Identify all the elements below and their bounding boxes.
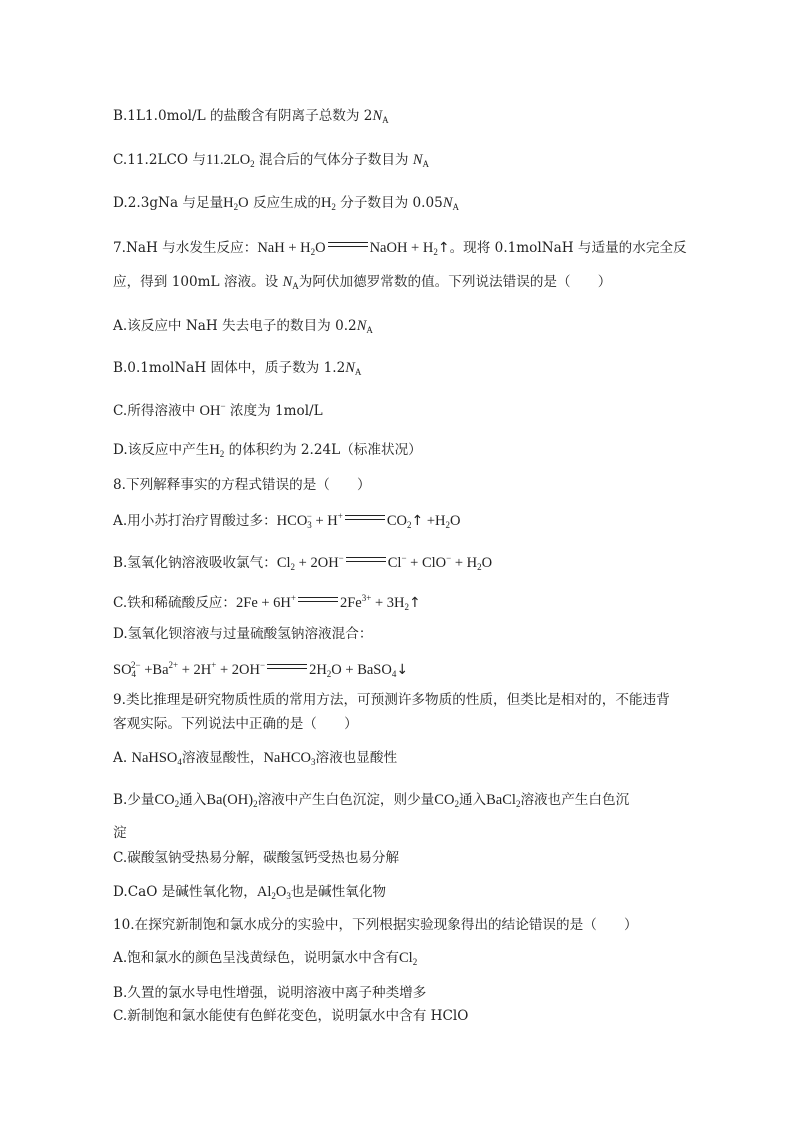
text-run — [450, 240, 687, 256]
formula-text: CO — [154, 792, 175, 808]
text-run — [224, 442, 421, 458]
text-line-q8b — [113, 553, 492, 573]
formula-text: BaCl — [486, 792, 516, 808]
text-run — [226, 403, 323, 419]
formula-text: + H — [311, 513, 338, 529]
text-line-q7a — [113, 316, 373, 336]
text: B.久置的氯水导电性增强，说明溶液中离子种类增多 — [113, 985, 427, 1001]
text-run — [113, 884, 257, 900]
formula — [257, 240, 315, 256]
text-run — [113, 108, 372, 124]
equals-sign — [328, 240, 368, 250]
text-line-q7b — [113, 272, 611, 292]
formula — [372, 108, 388, 124]
text-run — [299, 274, 612, 290]
formula — [331, 662, 396, 678]
formula-text: H — [223, 195, 234, 211]
formula — [443, 195, 459, 211]
text-run — [255, 152, 413, 168]
formula-text: OH — [199, 403, 221, 419]
text: 9.类比推理是研究物质性质的常用方法，可预测许多物质的性质，但类比是相对的，不能违背 — [113, 692, 670, 708]
formula-text: + 2OH — [295, 555, 339, 571]
text: 溶液也产生白色沉 — [520, 792, 630, 808]
formula — [257, 884, 276, 900]
formula-text: N — [356, 318, 367, 334]
text-line-q6c — [113, 150, 429, 170]
formula-text: N — [282, 274, 293, 290]
formula-text: + 2OH — [216, 662, 260, 678]
subscript: 3 — [307, 520, 312, 530]
text: 应，得到 100mL 溶液。设 — [113, 274, 283, 290]
superscript: − — [401, 553, 407, 563]
formula-text: O — [481, 555, 493, 571]
formula — [206, 152, 255, 168]
text-run — [258, 792, 435, 808]
text-line-q9bb — [113, 790, 629, 810]
text-run — [520, 792, 629, 808]
formula — [283, 274, 299, 290]
subscript: 2 — [250, 159, 255, 169]
formula-text: H — [320, 195, 332, 211]
formula — [209, 442, 224, 458]
text: B.氢氧化钠溶液吸收氯气： — [113, 555, 277, 571]
text: 反应生成的 — [248, 195, 321, 211]
text: 的体积约为 2.24L（标准状况） — [224, 442, 422, 458]
subscript: 2 — [477, 562, 482, 572]
text-run — [459, 792, 486, 808]
formula-text: Cl — [276, 555, 291, 571]
gas-arrow-icon: ↑ — [437, 240, 450, 256]
subscript: 2 — [219, 449, 225, 459]
text: B.少量 — [113, 792, 155, 808]
subscript: 2 — [407, 520, 412, 530]
text: 8.下列解释事实的方程式错误的是（ ） — [113, 477, 371, 493]
formula-text: + ClO — [406, 555, 447, 571]
formula — [450, 513, 460, 529]
superscript: − — [446, 553, 452, 563]
formula — [113, 662, 141, 678]
formula — [223, 195, 238, 211]
text-run — [113, 477, 371, 493]
text: 。现将 0.1molNaH 与适量的水完全反 — [449, 240, 687, 256]
formula — [131, 750, 181, 766]
superscript: − — [306, 511, 312, 521]
text-line-q10 — [113, 915, 638, 935]
subscript: A — [382, 115, 389, 125]
text-line-q7 — [113, 238, 687, 258]
subscript: 2 — [445, 520, 451, 530]
superscript: − — [259, 660, 266, 670]
formula — [276, 884, 291, 900]
text: 10.在探究新制饱和氯水成分的实验中，下列根据实验现象得出的结论错误的是（ ） — [113, 917, 638, 933]
text: D.2.3gNa 与足量 — [113, 195, 224, 211]
formula — [277, 555, 295, 571]
formula-text: SO — [113, 662, 132, 678]
subscript: 2 — [454, 799, 459, 809]
text-line-q8d — [113, 624, 372, 644]
formula-text: N — [345, 360, 355, 376]
superscript: − — [220, 401, 226, 411]
text: 客观实际。下列说法中正确的是（ ） — [113, 716, 358, 732]
formula — [312, 513, 343, 529]
text: 为阿伏加德罗常数的值。下列说法错误的是（ ） — [298, 274, 612, 290]
text-line-q8c — [113, 593, 421, 613]
text: A.用小苏打治疗胃酸过多： — [113, 513, 277, 529]
text-line-q9c — [113, 848, 399, 868]
subscript: 2 — [233, 202, 239, 212]
formula-text: +Ba — [140, 662, 169, 678]
subscript: 3 — [286, 891, 291, 901]
formula-text: 2Fe — [339, 595, 362, 611]
subscript: A — [452, 202, 459, 212]
subscript: 2 — [253, 799, 258, 809]
text-run — [315, 750, 397, 766]
formula — [155, 792, 180, 808]
precipitate-arrow-icon: ↓ — [396, 662, 409, 678]
text-run — [113, 403, 200, 419]
text: D.氢氧化钡溶液与过量硫酸氢钠溶液混合： — [113, 626, 373, 642]
formula — [238, 195, 248, 211]
text-run — [291, 884, 386, 900]
text-line-q7d — [113, 440, 422, 460]
formula-text: + 2H — [178, 662, 212, 678]
text-line-q10c — [113, 1006, 468, 1026]
subscript: 2 — [433, 247, 438, 257]
superscript: + — [290, 593, 296, 603]
text-run — [113, 850, 399, 866]
gas-arrow-icon: ↑ — [408, 595, 421, 611]
text: 溶液中产生白色沉淀，则少量 — [257, 792, 435, 808]
text-run — [113, 716, 358, 732]
subscript: 4 — [131, 669, 137, 679]
text-line-q9bc — [113, 823, 127, 843]
text: D.CaO 是碱性氧化物， — [113, 884, 257, 900]
formula-text: NaOH + H — [369, 240, 434, 256]
formula — [206, 792, 257, 808]
superscript: − — [338, 553, 344, 563]
formula-text: +H — [423, 513, 446, 529]
formula — [357, 318, 373, 334]
text-line-q8 — [113, 475, 371, 495]
formula-text: NaH + H — [257, 240, 311, 256]
superscript: + — [211, 660, 217, 670]
text-run — [113, 626, 372, 642]
text: A.饱和氯水的颜色呈浅黄绿色，说明氯水中含有 — [113, 950, 400, 966]
text-run — [113, 318, 357, 334]
subscript: 2 — [412, 957, 418, 967]
text-run — [113, 950, 399, 966]
text-run — [179, 792, 206, 808]
text: 7.NaH 与水发生反应： — [113, 240, 258, 256]
text: 通入 — [458, 792, 487, 808]
formula-text: NaHCO — [263, 750, 311, 766]
subscript: 2 — [174, 799, 180, 809]
formula — [407, 555, 452, 571]
formula-text: H — [209, 442, 220, 458]
subscript: A — [422, 159, 430, 169]
formula — [345, 360, 361, 376]
formula-text: O — [238, 195, 249, 211]
formula-text: O — [315, 240, 326, 256]
text-line-q9d — [113, 882, 386, 902]
equals-sign — [267, 662, 307, 672]
subscript: 2 — [331, 202, 336, 212]
formula — [263, 750, 315, 766]
formula-text: O — [450, 513, 461, 529]
formula-text: O + BaSO — [331, 662, 392, 678]
text-run — [113, 792, 155, 808]
text: 浓度为 1mol/L — [225, 403, 323, 419]
text: C.所得溶液中 — [113, 403, 200, 419]
formula — [295, 555, 344, 571]
formula-text: HCO — [276, 513, 308, 529]
formula-text: N — [442, 195, 453, 211]
formula — [371, 595, 409, 611]
superscript: + — [337, 511, 343, 521]
formula — [370, 240, 438, 256]
text-line-q7bb — [113, 358, 361, 378]
formula — [178, 662, 216, 678]
text-line-q6d — [113, 193, 459, 213]
formula — [486, 792, 520, 808]
text-run — [113, 750, 131, 766]
text-line-q9a — [113, 748, 397, 768]
formula — [388, 555, 407, 571]
text-run — [113, 152, 206, 168]
formula — [309, 662, 331, 678]
formula-text: Cl — [399, 950, 413, 966]
subscript: A — [366, 325, 373, 335]
formula — [423, 513, 450, 529]
formula-text: NaHSO — [131, 750, 178, 766]
subscript: 2 — [271, 891, 276, 901]
formula — [321, 195, 336, 211]
formula — [413, 152, 429, 168]
text: A. — [113, 750, 132, 766]
text-run — [113, 692, 670, 708]
text-run — [113, 360, 345, 376]
text: C.11.2LCO 与 — [113, 152, 206, 168]
subscript: 2 — [310, 247, 316, 257]
text-run — [113, 195, 223, 211]
text: C.新制饱和氯水能使有色鲜花变色，说明氯水中含有 HClO — [113, 1008, 469, 1024]
formula-text: CO — [434, 792, 455, 808]
formula — [399, 950, 417, 966]
formula-text: 2H — [309, 662, 327, 678]
formula — [315, 240, 325, 256]
formula — [451, 555, 481, 571]
text: 溶液显酸性， — [181, 750, 264, 766]
text-line-q9b — [113, 714, 358, 734]
text-line-q9 — [113, 690, 670, 710]
text-run — [249, 195, 321, 211]
formula — [200, 403, 226, 419]
formula-text: Ba(OH) — [206, 792, 254, 808]
text: 分子数目为 0.05 — [335, 195, 443, 211]
text-line-q8d2 — [113, 660, 408, 680]
formula-text: Al — [256, 884, 272, 900]
text-line-q6b — [113, 106, 389, 126]
text-run — [113, 595, 236, 611]
subscript: 3 — [310, 757, 316, 767]
text-run — [113, 274, 283, 290]
text: C.碳酸氢钠受热易分解，碳酸氢钙受热也易分解 — [113, 850, 400, 866]
text: 也是碱性氧化物 — [290, 884, 387, 900]
subscript: 2 — [326, 669, 332, 679]
text: C.铁和稀硫酸反应： — [113, 595, 236, 611]
formula-text: + H — [451, 555, 478, 571]
formula-text: 11.2LO — [206, 152, 251, 168]
subscript: A — [292, 281, 299, 291]
text-run — [336, 195, 443, 211]
equals-sign — [345, 513, 385, 523]
subscript: 2 — [404, 602, 409, 612]
text-run — [182, 750, 264, 766]
text: 混合后的气体分子数目为 — [254, 152, 413, 168]
formula-text: N — [372, 108, 383, 124]
formula-text: + 3H — [371, 595, 405, 611]
text-line-q10b — [113, 983, 426, 1003]
formula — [216, 662, 265, 678]
formula — [434, 792, 459, 808]
text-run — [113, 985, 426, 1001]
equals-sign — [298, 595, 338, 605]
formula-text: CO — [386, 513, 408, 529]
gas-arrow-icon: ↑ — [411, 513, 424, 529]
formula — [236, 595, 296, 611]
formula — [387, 513, 412, 529]
text-run — [113, 513, 277, 529]
text-run — [113, 555, 277, 571]
superscript: 2− — [131, 660, 141, 670]
subscript: 2 — [290, 562, 296, 572]
text: 通入 — [179, 792, 207, 808]
text: 溶液也显酸性 — [315, 750, 398, 766]
text-line-q8a — [113, 511, 461, 531]
text: A.该反应中 NaH 失去电子的数目为 0.2 — [113, 318, 357, 334]
text-run — [113, 240, 257, 256]
superscript: 2+ — [168, 660, 179, 670]
text-run — [113, 917, 638, 933]
formula-text: Cl — [387, 555, 402, 571]
subscript: 2 — [515, 799, 521, 809]
text-run — [113, 1008, 468, 1024]
text-run — [113, 442, 209, 458]
subscript: A — [354, 367, 362, 377]
formula — [482, 555, 492, 571]
text: D.该反应中产生 — [113, 442, 210, 458]
formula — [340, 595, 371, 611]
superscript: 3+ — [361, 593, 372, 603]
subscript: 4 — [177, 757, 182, 767]
text: 淀 — [113, 825, 127, 841]
text-line-q7c — [113, 401, 323, 421]
text-run — [113, 825, 127, 841]
text-line-q10a — [113, 948, 417, 968]
subscript: 4 — [391, 669, 397, 679]
formula-text: 2Fe + 6H — [236, 595, 291, 611]
equals-sign — [346, 555, 386, 565]
formula-text: O — [275, 884, 287, 900]
formula — [277, 513, 312, 529]
formula-text: N — [412, 152, 423, 168]
text: B.1L1.0mol/L 的盐酸含有阴离子总数为 2 — [113, 108, 373, 124]
formula — [141, 662, 179, 678]
text: B.0.1molNaH 固体中，质子数为 1.2 — [113, 360, 346, 376]
